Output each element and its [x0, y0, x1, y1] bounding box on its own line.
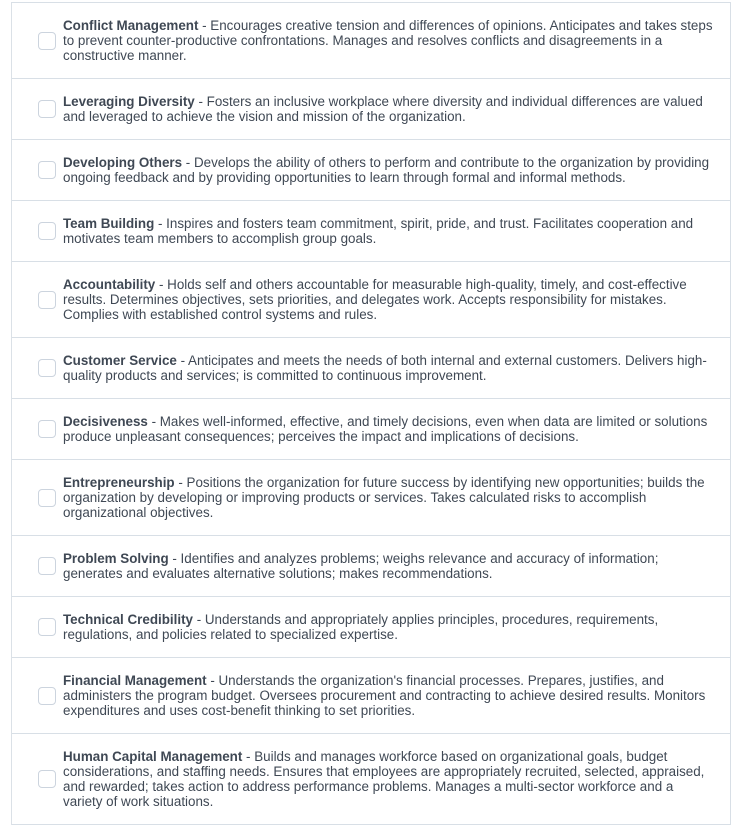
competency-row[interactable]: [12, 597, 730, 658]
competency-checkbox[interactable]: [38, 489, 56, 507]
competency-text: [63, 18, 714, 63]
competency-row[interactable]: [12, 140, 730, 201]
competency-checkbox[interactable]: [38, 161, 56, 179]
competency-text: [63, 155, 714, 185]
competency-text: [63, 277, 714, 322]
competency-text: [63, 749, 714, 809]
competency-row[interactable]: [12, 201, 730, 262]
competency-title: Developing Others: [63, 155, 183, 170]
competency-row[interactable]: [12, 399, 730, 460]
competency-row[interactable]: [12, 658, 730, 734]
competency-row[interactable]: [12, 262, 730, 338]
competency-title: Human Capital Management: [63, 749, 243, 764]
competency-text: [63, 551, 714, 581]
competency-text: [63, 353, 714, 383]
competency-row[interactable]: [12, 79, 730, 140]
competency-description: - Holds self and others accountable for measurable high-quality, timely, and cost-effective results. Determines objectives, sets priorities, and delegates work. Accepts responsibility for mistakes. Complies with established control systems and rules.: [63, 277, 687, 322]
competency-title: Leveraging Diversity: [63, 94, 195, 109]
competency-description: - Identifies and analyzes problems; weighs relevance and accuracy of information; generates and evaluates alternative solutions; makes recommendations.: [63, 551, 659, 581]
competency-checkbox[interactable]: [38, 291, 56, 309]
competency-description: - Encourages creative tension and differences of opinions. Anticipates and takes steps to prevent counter-productive confrontations. Manages and resolves conflicts and disagreements in a constructive manner.: [63, 18, 713, 63]
competency-row[interactable]: [12, 460, 730, 536]
competency-title: Technical Credibility: [63, 612, 193, 627]
competency-description: - Develops the ability of others to perform and contribute to the organization by providing ongoing feedback and by providing opportunities to learn through formal and informal methods.: [63, 155, 710, 185]
competency-text: [63, 216, 714, 246]
competency-text: [63, 475, 714, 520]
competency-title: Team Building: [63, 216, 155, 231]
competency-checkbox[interactable]: [38, 32, 56, 50]
competency-description: - Inspires and fosters team commitment, spirit, pride, and trust. Facilitates cooperation and motivates team members to accomplish group goals.: [63, 216, 694, 246]
competency-checkbox[interactable]: [38, 687, 56, 705]
competency-description: - Fosters an inclusive workplace where diversity and individual differences are valued and leveraged to achieve the vision and mission of the organization.: [63, 94, 703, 124]
competency-title: Accountability: [63, 277, 156, 292]
competency-description: - Anticipates and meets the needs of both internal and external customers. Delivers high-quality products and services; is committed to continuous improvement.: [63, 353, 707, 383]
competency-description: - Understands the organization's financial processes. Prepares, justifies, and administers the program budget. Oversees procurement and contracting to achieve desired results. Monitors expenditures and uses cost-benefit thinking to set priorities.: [63, 673, 706, 718]
competency-text: [63, 673, 714, 718]
competency-text: [63, 414, 714, 444]
competency-description: - Positions the organization for future success by identifying new opportunities; builds the organization by developing or improving products or services. Takes calculated risks to accomplish organizational objectives.: [63, 475, 705, 520]
competency-description: - Understands and appropriately applies principles, procedures, requirements, regulations, and policies related to specialized expertise.: [63, 612, 659, 642]
competency-title: Problem Solving: [63, 551, 169, 566]
competency-description: - Makes well-informed, effective, and timely decisions, even when data are limited or solutions produce unpleasant consequences; perceives the impact and implications of decisions.: [63, 414, 708, 444]
competency-title: Conflict Management: [63, 18, 199, 33]
competency-title: Financial Management: [63, 673, 207, 688]
competency-row[interactable]: [12, 338, 730, 399]
competency-checkbox[interactable]: [38, 770, 56, 788]
competency-checkbox[interactable]: [38, 420, 56, 438]
competency-title: Customer Service: [63, 353, 177, 368]
competency-checkbox[interactable]: [38, 222, 56, 240]
competency-checkbox[interactable]: [38, 557, 56, 575]
competency-row[interactable]: [12, 734, 730, 825]
competency-description: - Builds and manages workforce based on organizational goals, budget considerations, and staffing needs. Ensures that employees are appropriately recruited, selected, appraised, and rewarded; takes action to address performance problems. Manages a multi-sector workforce and a variety of work situations.: [63, 749, 705, 809]
competency-list: [11, 2, 731, 825]
competency-title: Decisiveness: [63, 414, 148, 429]
competency-text: [63, 94, 714, 124]
competency-text: [63, 612, 714, 642]
competency-checkbox[interactable]: [38, 100, 56, 118]
competency-title: Entrepreneurship: [63, 475, 175, 490]
competency-checkbox[interactable]: [38, 359, 56, 377]
competency-row[interactable]: [12, 3, 730, 79]
competency-checkbox[interactable]: [38, 618, 56, 636]
competency-row[interactable]: [12, 536, 730, 597]
